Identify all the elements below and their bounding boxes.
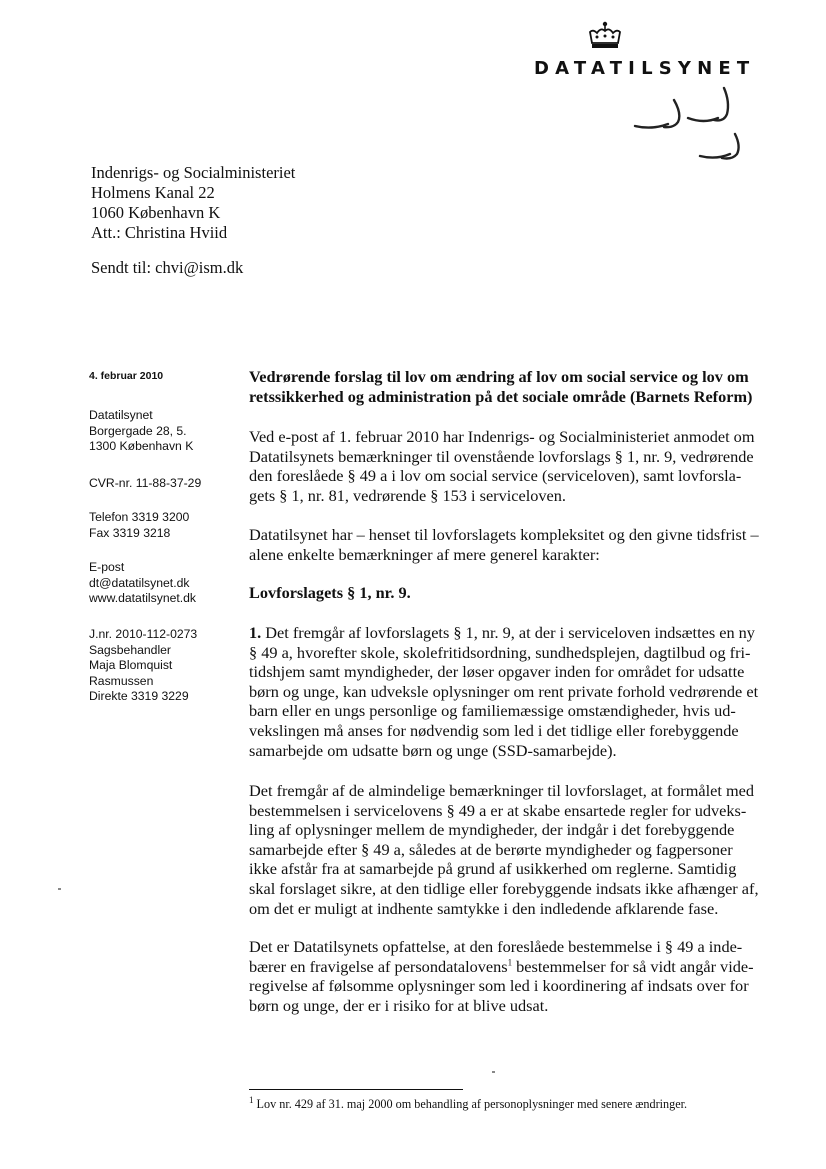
text-line: § 49 a, hvorefter skole, skolefritidsordning, sundhedsplejen, dagtilbud og fri- <box>249 642 751 662</box>
recipient-line: Holmens Kanal 22 <box>91 183 215 202</box>
recipient-line: Indenrigs- og Socialministeriet <box>91 163 296 182</box>
text-line: tidshjem samt myndigheder, der løser opgaver inden for området for udsatte <box>249 662 745 682</box>
letter-date: 4. februar 2010 <box>89 370 164 382</box>
case-officer-label: Sagsbehandler <box>89 642 171 657</box>
text-line: om det er muligt at indhente samtykke i den indledende afklarende fase. <box>249 898 719 918</box>
text-span: Det fremgår af lovforslagets § 1, nr. 9, at der i serviceloven indsættes en ny <box>261 623 755 642</box>
crown-logo-icon <box>585 20 625 52</box>
paragraph-2 <box>249 525 779 564</box>
text-line: alene enkelte bemærkninger af mere generel karakter: <box>249 544 600 564</box>
paragraph-4 <box>249 781 779 918</box>
text-line: Ved e-post af 1. februar 2010 har Indenrigs- og Socialministeriet anmodet om <box>249 427 755 446</box>
text-line: samarbejde efter § 49 a, således at de berørte myndigheder og fagpersoner <box>249 839 733 859</box>
sender-address <box>89 408 249 455</box>
footnote-marker: 1 <box>249 1094 254 1105</box>
email-link[interactable]: dt@datatilsynet.dk <box>89 575 190 590</box>
sender-line: 1300 København K <box>89 439 194 453</box>
sender-line: Borgergade 28, 5. <box>89 423 187 438</box>
cvr-number: CVR-nr. 11-88-37-29 <box>89 476 202 490</box>
case-number: J.nr. 2010-112-0273 <box>89 627 198 641</box>
text-line: gets § 1, nr. 81, vedrørende § 153 i serviceloven. <box>249 485 566 505</box>
text-line: Det fremgår af de almindelige bemærkninger til lovforslaget, at formålet med <box>249 781 754 800</box>
paragraph-1 <box>249 427 779 505</box>
paragraph-3 <box>249 623 779 760</box>
scan-speck <box>492 1071 495 1073</box>
contact-block <box>89 560 249 607</box>
text-span: bestemmelser for så vidt angår vide- <box>512 956 754 976</box>
text-line: skal forslaget sikre, at den tidlige eller forebyggende indsats ikke afhænger af, <box>249 878 759 898</box>
website-link[interactable]: www.datatilsynet.dk <box>89 591 197 605</box>
recipient-line: Att.: Christina Hviid <box>91 223 228 242</box>
text-line: Datatilsynets bemærkninger til ovenstående lovforslags § 1, nr. 9, vedrørende <box>249 446 754 466</box>
case-block <box>89 627 249 705</box>
section-heading: Lovforslagets § 1, nr. 9. <box>249 583 411 602</box>
sender-line: Datatilsynet <box>89 408 153 422</box>
text-line: bestemmelsen i servicelovens § 49 a er at skabe ensartede regler for udveks- <box>249 800 747 820</box>
subject-line: retssikkerhed og administration på det sociale område (Barnets Reform) <box>249 386 753 406</box>
fax-line: Fax 3319 3218 <box>89 525 171 540</box>
item-number: 1. <box>249 623 262 642</box>
direct-phone: Direkte 3319 3229 <box>89 689 189 703</box>
email-label: E-post <box>89 560 125 574</box>
logo-wordmark: DATATILSYNET <box>534 58 756 79</box>
text-line: den foreslåede § 49 a i lov om social service (serviceloven), samt lovforsla- <box>249 466 742 486</box>
text-span: bærer en fravigelse af persondatalovens <box>249 956 508 976</box>
phone-block <box>89 510 249 541</box>
text-line <box>249 957 779 977</box>
subject-line: Vedrørende forslag til lov om ændring af lov om social service og lov om <box>249 367 749 386</box>
case-officer-name: Maja Blomquist <box>89 658 173 672</box>
text-line <box>249 623 779 643</box>
scan-speck <box>58 888 61 890</box>
text-line: barn eller en ungs personlige og familiemæssige omstændigheder, hvis ud- <box>249 701 736 721</box>
letter-subject <box>249 367 779 406</box>
text-line: Datatilsynet har – henset til lovforslagets kompleksitet og den givne tidsfrist – <box>249 525 759 544</box>
text-line: ling af oplysninger mellem de myndigheder, der indgår i det forebyggende <box>249 820 735 840</box>
case-officer-name: Rasmussen <box>89 673 154 688</box>
text-line: vekslingen må anses for nødvendig som led i det tidlige eller forebyggende <box>249 720 739 740</box>
paragraph-5 <box>249 937 779 1015</box>
handwritten-initials <box>630 80 760 170</box>
text-line: samarbejde om udsatte børn og unge (SSD-samarbejde). <box>249 740 617 760</box>
recipient-address <box>91 163 295 243</box>
footnote-ref[interactable]: 1 <box>507 957 513 968</box>
text-line: børn og unge, kan udveksle oplysninger om rent private forhold vedrørende et <box>249 681 759 701</box>
footnote-text: Lov nr. 429 af 31. maj 2000 om behandling af personoplysninger med senere ændringer. <box>253 1097 688 1111</box>
text-line: regivelse af følsomme oplysninger som led i koordinering af indsats over for <box>249 976 749 996</box>
text-line: ikke afstår fra at samarbejde på grund af usikkerhed om reglerne. Samtidig <box>249 859 737 879</box>
phone-line: Telefon 3319 3200 <box>89 510 190 524</box>
text-line: Det er Datatilsynets opfattelse, at den foreslåede bestemmelse i § 49 a inde- <box>249 937 743 956</box>
sent-to-line: Sendt til: chvi@ism.dk <box>91 258 244 277</box>
recipient-line: 1060 København K <box>91 203 221 222</box>
footnote <box>249 1094 688 1112</box>
text-line: børn og unge, der er i risiko for at blive udsat. <box>249 995 549 1015</box>
footnote-divider <box>249 1089 463 1090</box>
